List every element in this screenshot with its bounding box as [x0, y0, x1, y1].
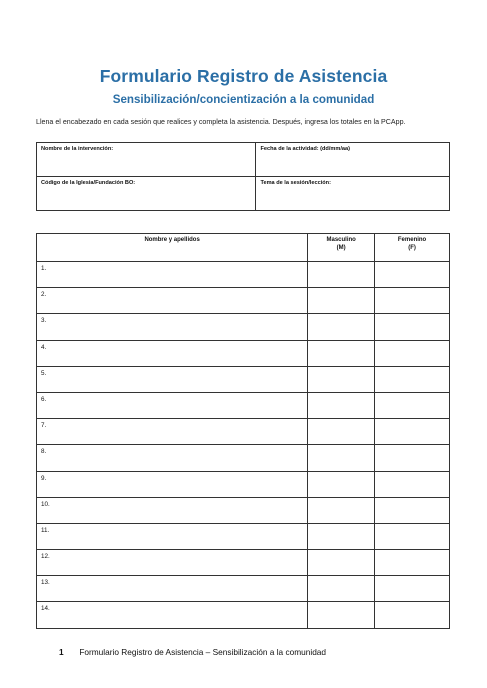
header-fields-table — [36, 142, 450, 211]
name-cell[interactable] — [37, 445, 308, 471]
name-cell[interactable] — [37, 576, 308, 602]
activity-date-field[interactable] — [256, 143, 450, 177]
row-number: 4. — [41, 343, 47, 351]
form-title: Formulario Registro de Asistencia — [99, 66, 388, 86]
female-cell[interactable] — [375, 340, 450, 366]
male-cell[interactable] — [308, 445, 375, 471]
male-cell[interactable] — [308, 340, 375, 366]
male-cell[interactable] — [308, 288, 375, 314]
column-header-female-label: Femenino — [397, 237, 427, 243]
female-cell[interactable] — [375, 392, 450, 418]
row-number: 5. — [41, 369, 47, 377]
male-cell[interactable] — [308, 602, 375, 628]
table-row — [37, 576, 450, 602]
row-number: 13. — [41, 579, 50, 587]
table-row — [37, 471, 450, 497]
female-cell[interactable] — [375, 314, 450, 340]
male-cell[interactable] — [308, 419, 375, 445]
activity-date-label: Fecha de la actividad: (dd/mm/aa) — [260, 146, 350, 152]
table-row — [37, 288, 450, 314]
female-cell[interactable] — [375, 366, 450, 392]
attendance-header-row — [37, 234, 450, 262]
table-row — [37, 262, 450, 288]
column-header-male — [308, 234, 375, 262]
row-number: 1. — [41, 265, 47, 272]
male-cell[interactable] — [308, 497, 375, 523]
name-cell[interactable] — [37, 419, 308, 445]
name-cell[interactable] — [37, 366, 308, 392]
column-header-male-label: Masculino — [326, 237, 356, 243]
column-header-male-abbr: (M) — [336, 245, 346, 251]
name-cell[interactable] — [37, 523, 308, 549]
column-header-female-abbr: (F) — [408, 245, 416, 251]
female-cell[interactable] — [375, 576, 450, 602]
name-cell[interactable] — [37, 471, 308, 497]
table-row — [37, 497, 450, 523]
female-cell[interactable] — [375, 419, 450, 445]
table-row — [37, 523, 450, 549]
name-cell[interactable] — [37, 340, 308, 366]
name-cell[interactable] — [37, 288, 308, 314]
name-cell[interactable] — [37, 262, 308, 288]
table-row — [37, 314, 450, 340]
male-cell[interactable] — [308, 576, 375, 602]
female-cell[interactable] — [375, 523, 450, 549]
row-number: 12. — [41, 553, 50, 561]
table-row — [37, 550, 450, 576]
attendance-table — [36, 233, 450, 629]
male-cell[interactable] — [308, 314, 375, 340]
female-cell[interactable] — [375, 471, 450, 497]
row-number: 11. — [41, 526, 50, 534]
row-number: 14. — [41, 605, 50, 613]
table-row — [37, 340, 450, 366]
church-code-field[interactable] — [37, 177, 256, 211]
row-number: 9. — [41, 474, 47, 482]
table-row — [37, 392, 450, 418]
page-footer — [59, 647, 326, 657]
intervention-name-label: Nombre de la intervención: — [41, 146, 114, 152]
female-cell[interactable] — [375, 497, 450, 523]
name-cell[interactable] — [37, 602, 308, 628]
male-cell[interactable] — [308, 392, 375, 418]
church-code-label: Código de la Iglesia/Fundación BO: — [41, 180, 136, 186]
row-number: 3. — [41, 317, 47, 325]
name-cell[interactable] — [37, 314, 308, 340]
row-number: 7. — [41, 422, 47, 430]
male-cell[interactable] — [308, 471, 375, 497]
footer-text: Formulario Registro de Asistencia – Sensibilización a la comunidad — [79, 647, 327, 657]
female-cell[interactable] — [375, 602, 450, 628]
column-header-name-label: Nombre y apellidos — [144, 237, 200, 243]
female-cell[interactable] — [375, 445, 450, 471]
table-row — [37, 445, 450, 471]
row-number: 10. — [41, 500, 50, 508]
page-number: 1 — [59, 647, 64, 657]
female-cell[interactable] — [375, 262, 450, 288]
male-cell[interactable] — [308, 262, 375, 288]
male-cell[interactable] — [308, 366, 375, 392]
row-number: 6. — [41, 395, 47, 403]
session-topic-label: Tema de la sesión/lección: — [260, 180, 331, 186]
table-row — [37, 602, 450, 628]
session-topic-field[interactable] — [256, 177, 450, 211]
row-number: 2. — [41, 291, 47, 299]
row-number: 8. — [41, 448, 47, 456]
male-cell[interactable] — [308, 550, 375, 576]
male-cell[interactable] — [308, 523, 375, 549]
column-header-name — [37, 234, 308, 262]
intervention-name-field[interactable] — [37, 143, 256, 177]
table-row — [37, 419, 450, 445]
name-cell[interactable] — [37, 497, 308, 523]
female-cell[interactable] — [375, 288, 450, 314]
female-cell[interactable] — [375, 550, 450, 576]
name-cell[interactable] — [37, 550, 308, 576]
form-subtitle: Sensibilización/concientización a la comunidad — [112, 93, 375, 106]
instructions-text: Llena el encabezado en cada sesión que realices y completa la asistencia. Después, ingresa los totales en la PCApp. — [36, 118, 406, 126]
table-row — [37, 366, 450, 392]
name-cell[interactable] — [37, 392, 308, 418]
column-header-female — [375, 234, 450, 262]
